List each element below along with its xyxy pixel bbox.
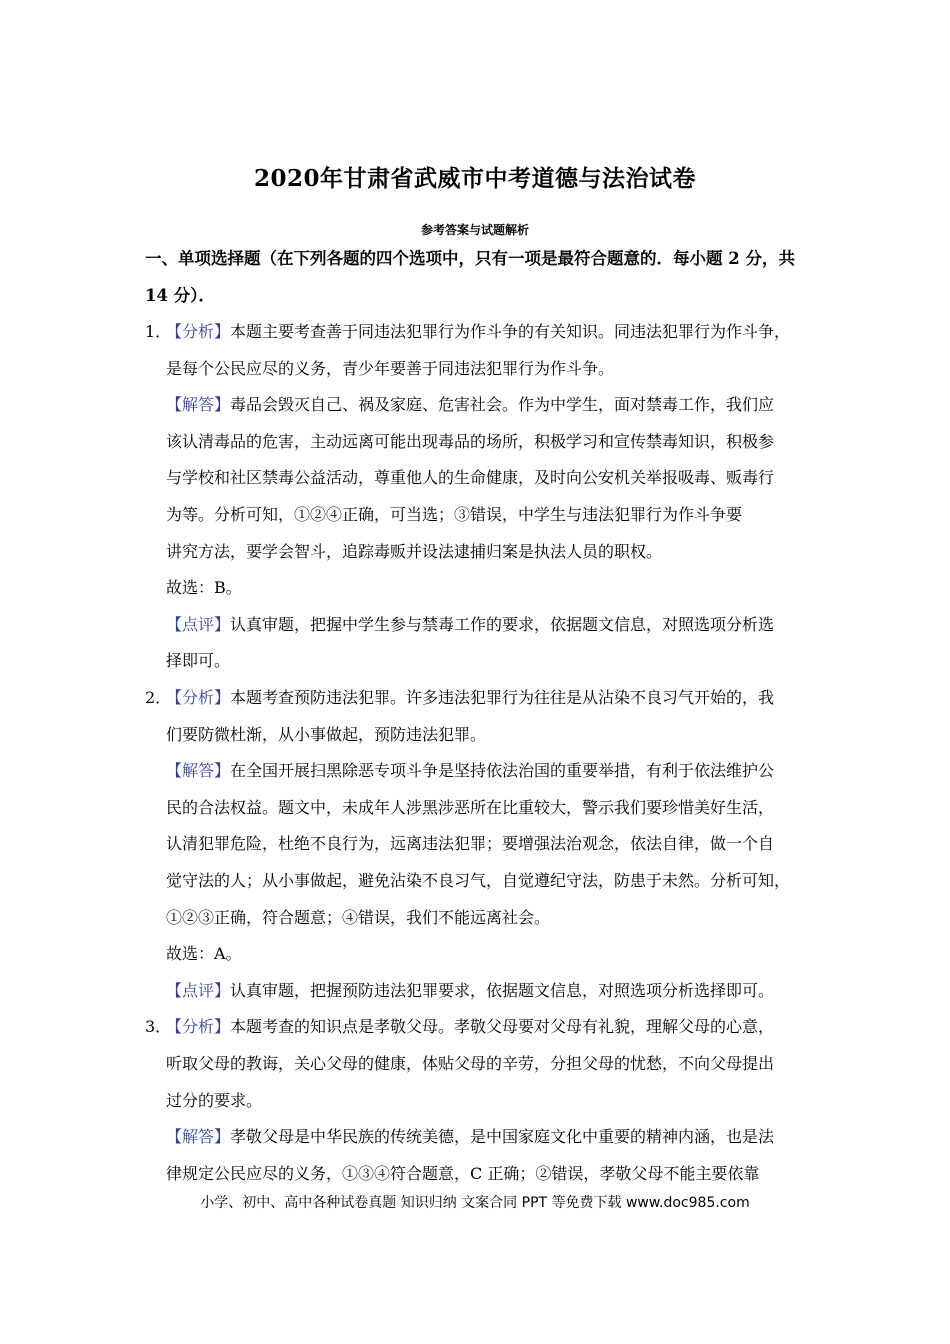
answer-label: 【解答】 [166,395,231,415]
analysis-label: 【分析】 [166,1017,231,1037]
answer-text: 民的合法权益。题文中，未成年人涉黑涉恶所在比重较大，警示我们要珍惜美好生活， [166,797,775,817]
q1-answer-line [166,542,826,562]
comment-label: 【点评】 [166,614,231,634]
q1-comment-line [166,651,826,671]
q1-analysis-line [166,359,826,379]
q2-choice-line [166,944,826,964]
q2-answer-line [166,761,826,781]
q2-answer-line [166,908,826,928]
document-subtitle: 参考答案与试题解析 [420,223,529,237]
q1-comment-line [166,615,826,635]
q1-answer-line [166,505,826,525]
choice-text: 故选：A。 [166,944,242,964]
answer-text: 该认清毒品的危害，主动远离可能出现毒品的场所，积极学习和宣传禁毒知识，积极参 [166,431,775,451]
answer-text: 孝敬父母是中华民族的传统美德，是中国家庭文化中重要的精神内涵，也是法 [230,1127,775,1147]
q2-analysis-line [166,688,826,708]
q1-answer-line [166,468,826,488]
choice-text: 故选：B。 [166,578,242,598]
analysis-text: 听取父母的教诲，关心父母的健康，体贴父母的辛劳，分担父母的忧愁，不向父母提出 [166,1054,775,1073]
answer-text: ①②③正确，符合题意；④错误，我们不能远离社会。 [166,907,551,927]
comment-text: 认真审题，把握预防违法犯罪要求，依据题文信息，对照选项分析选择即可。 [230,980,775,1000]
q3-analysis-line [166,1091,826,1111]
answer-label: 【解答】 [166,761,231,781]
question-number: 2． [145,688,172,707]
analysis-label: 【分析】 [166,322,231,341]
analysis-text: 本题考查预防违法犯罪。许多违法犯罪行为往往是从沾染不良习气开始的，我 [230,688,775,707]
analysis-text: 们要防微杜渐，从小事做起，预防违法犯罪。 [166,724,487,744]
comment-text: 认真审题，把握中学生参与禁毒工作的要求，依据题文信息，对照选项分析选 [230,614,775,634]
section-heading [145,240,810,314]
section-heading-line-2: 14 分）． [145,286,215,305]
q2-answer-line [166,798,826,818]
answer-text: 讲究方法，要学会智斗，追踪毒贩并设法逮捕归案是执法人员的职权。 [166,541,663,561]
q2-answer-line [166,834,826,854]
analysis-text: 过分的要求。 [166,1090,263,1110]
question-number: 1． [145,322,172,341]
answer-label: 【解答】 [166,1127,231,1147]
question-number: 3． [145,1017,172,1037]
answer-text: 在全国开展扫黑除恶专项斗争是坚持依法治国的重要举措，有利于依法维护公 [230,761,775,781]
comment-text: 择即可。 [166,651,231,671]
document-title: 2020年甘肃省武威市中考道德与法治试卷 [253,165,696,192]
answer-text: 为等。分析可知，①②④正确，可当选；③错误，中学生与违法犯罪行为作斗争要 [166,505,743,524]
answer-text: 律规定公民应尽的义务，①③④符合题意，C 正确；②错误，孝敬父母不能主要依靠 [166,1163,760,1183]
q3-analysis-line [166,1017,826,1037]
q3-analysis-line [166,1054,826,1074]
analysis-label: 【分析】 [166,688,231,707]
q1-answer-line [166,395,826,415]
q2-answer-line [166,871,826,891]
answer-text: 觉守法的人；从小事做起，避免沾染不良习气，自觉遵纪守法，防患于未然。分析可知， [166,871,791,890]
q1-answer-line [166,432,826,452]
comment-label: 【点评】 [166,980,231,1000]
answer-text: 认清犯罪危险，杜绝不良行为，远离违法犯罪；要增强法治观念，依法自律，做一个自 [166,834,775,854]
q1-choice-line [166,578,826,598]
q3-answer-line [166,1164,826,1184]
answer-text: 毒品会毁灭自己、祸及家庭、危害社会。作为中学生，面对禁毒工作，我们应 [230,395,775,415]
analysis-text: 是每个公民应尽的义务，青少年要善于同违法犯罪行为作斗争。 [166,358,615,378]
q2-analysis-line [166,725,826,745]
answer-text: 与学校和社区禁毒公益活动，尊重他人的生命健康，及时向公安机关举报吸毒、贩毒行 [166,468,775,488]
q1-analysis-line [166,322,826,342]
q3-answer-line [166,1127,826,1147]
q2-comment-line [166,981,826,1001]
page-footer: 小学、初中、高中各种试卷真题 知识归纳 文案合同 PPT 等免费下载 www.doc985.com [200,1195,750,1211]
analysis-text: 本题考查的知识点是孝敬父母。孝敬父母要对父母有礼貌，理解父母的心意， [230,1017,775,1037]
analysis-text: 本题主要考查善于同违法犯罪行为作斗争的有关知识。同违法犯罪行为作斗争， [230,322,791,341]
section-heading-line-1: 一、单项选择题（在下列各题的四个选项中，只有一项是最符合题意的．每小题 2 分，共 [145,249,795,268]
